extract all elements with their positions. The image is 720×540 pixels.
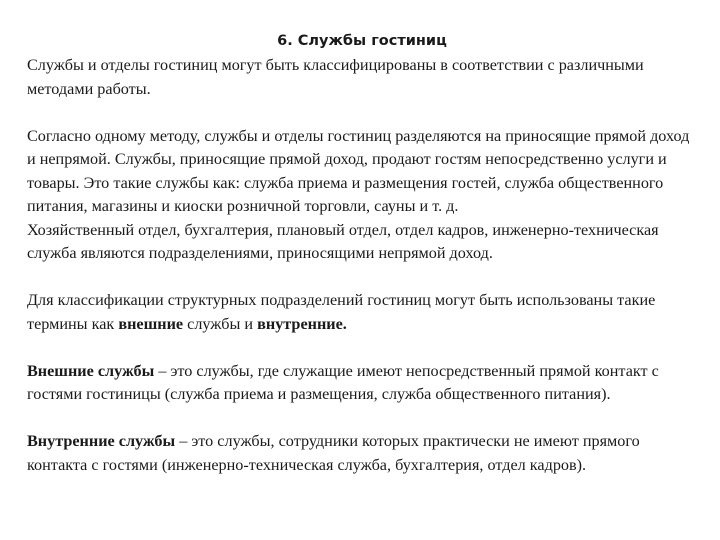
paragraph-terms [27,289,697,336]
document-page [27,30,697,477]
external-services-definition: – это службы, где служащие имеют непосредственный прямой контакт с гостями гостиницы (служба приема и размещения, служба общественного питания). [27,361,659,403]
term-external: внешние [118,314,184,333]
terms-text-middle: службы и [183,314,258,333]
paragraph-external-services [27,360,697,407]
term-internal: внутренние. [257,314,347,333]
terms-text-before: Для классификации структурных подразделений гостиниц могут быть использованы такие термины как [27,291,656,333]
paragraph-indirect-income: Хозяйственный отдел, бухгалтерия, плановый отдел, отдел кадров, инженерно-техническая служба являются подразделениями, приносящими непрямой доход. [27,220,659,262]
internal-services-definition: – это службы, сотрудники которых практически не имеют прямого контакта с гостями (инженерно-техническая служба, бухгалтерия, отдел кадров). [27,432,640,474]
paragraph-internal-services [27,430,697,477]
paragraph-gap [27,266,697,290]
paragraph-gap [27,336,697,360]
paragraph-gap [27,407,697,431]
paragraph-intro: Службы и отделы гостиниц могут быть классифицированы в соответствии с различными методами работы. [27,56,644,98]
paragraph-direct-income: Согласно одному методу, службы и отделы гостиниц разделяются на приносящие прямой доход и непрямой. Службы, приносящие прямой доход, продают гостям непосредственно услуги и товары. Это такие службы как: служба приема и размещения гостей, служба общественного питания, магазины и киоски розничной торговли, сауны и т. д. [27,126,690,215]
external-services-term: Внешние службы [27,361,155,380]
page-title: 6. Службы гостиниц [277,33,447,49]
internal-services-term: Внутренние службы [27,432,176,450]
paragraph-gap [27,101,697,125]
